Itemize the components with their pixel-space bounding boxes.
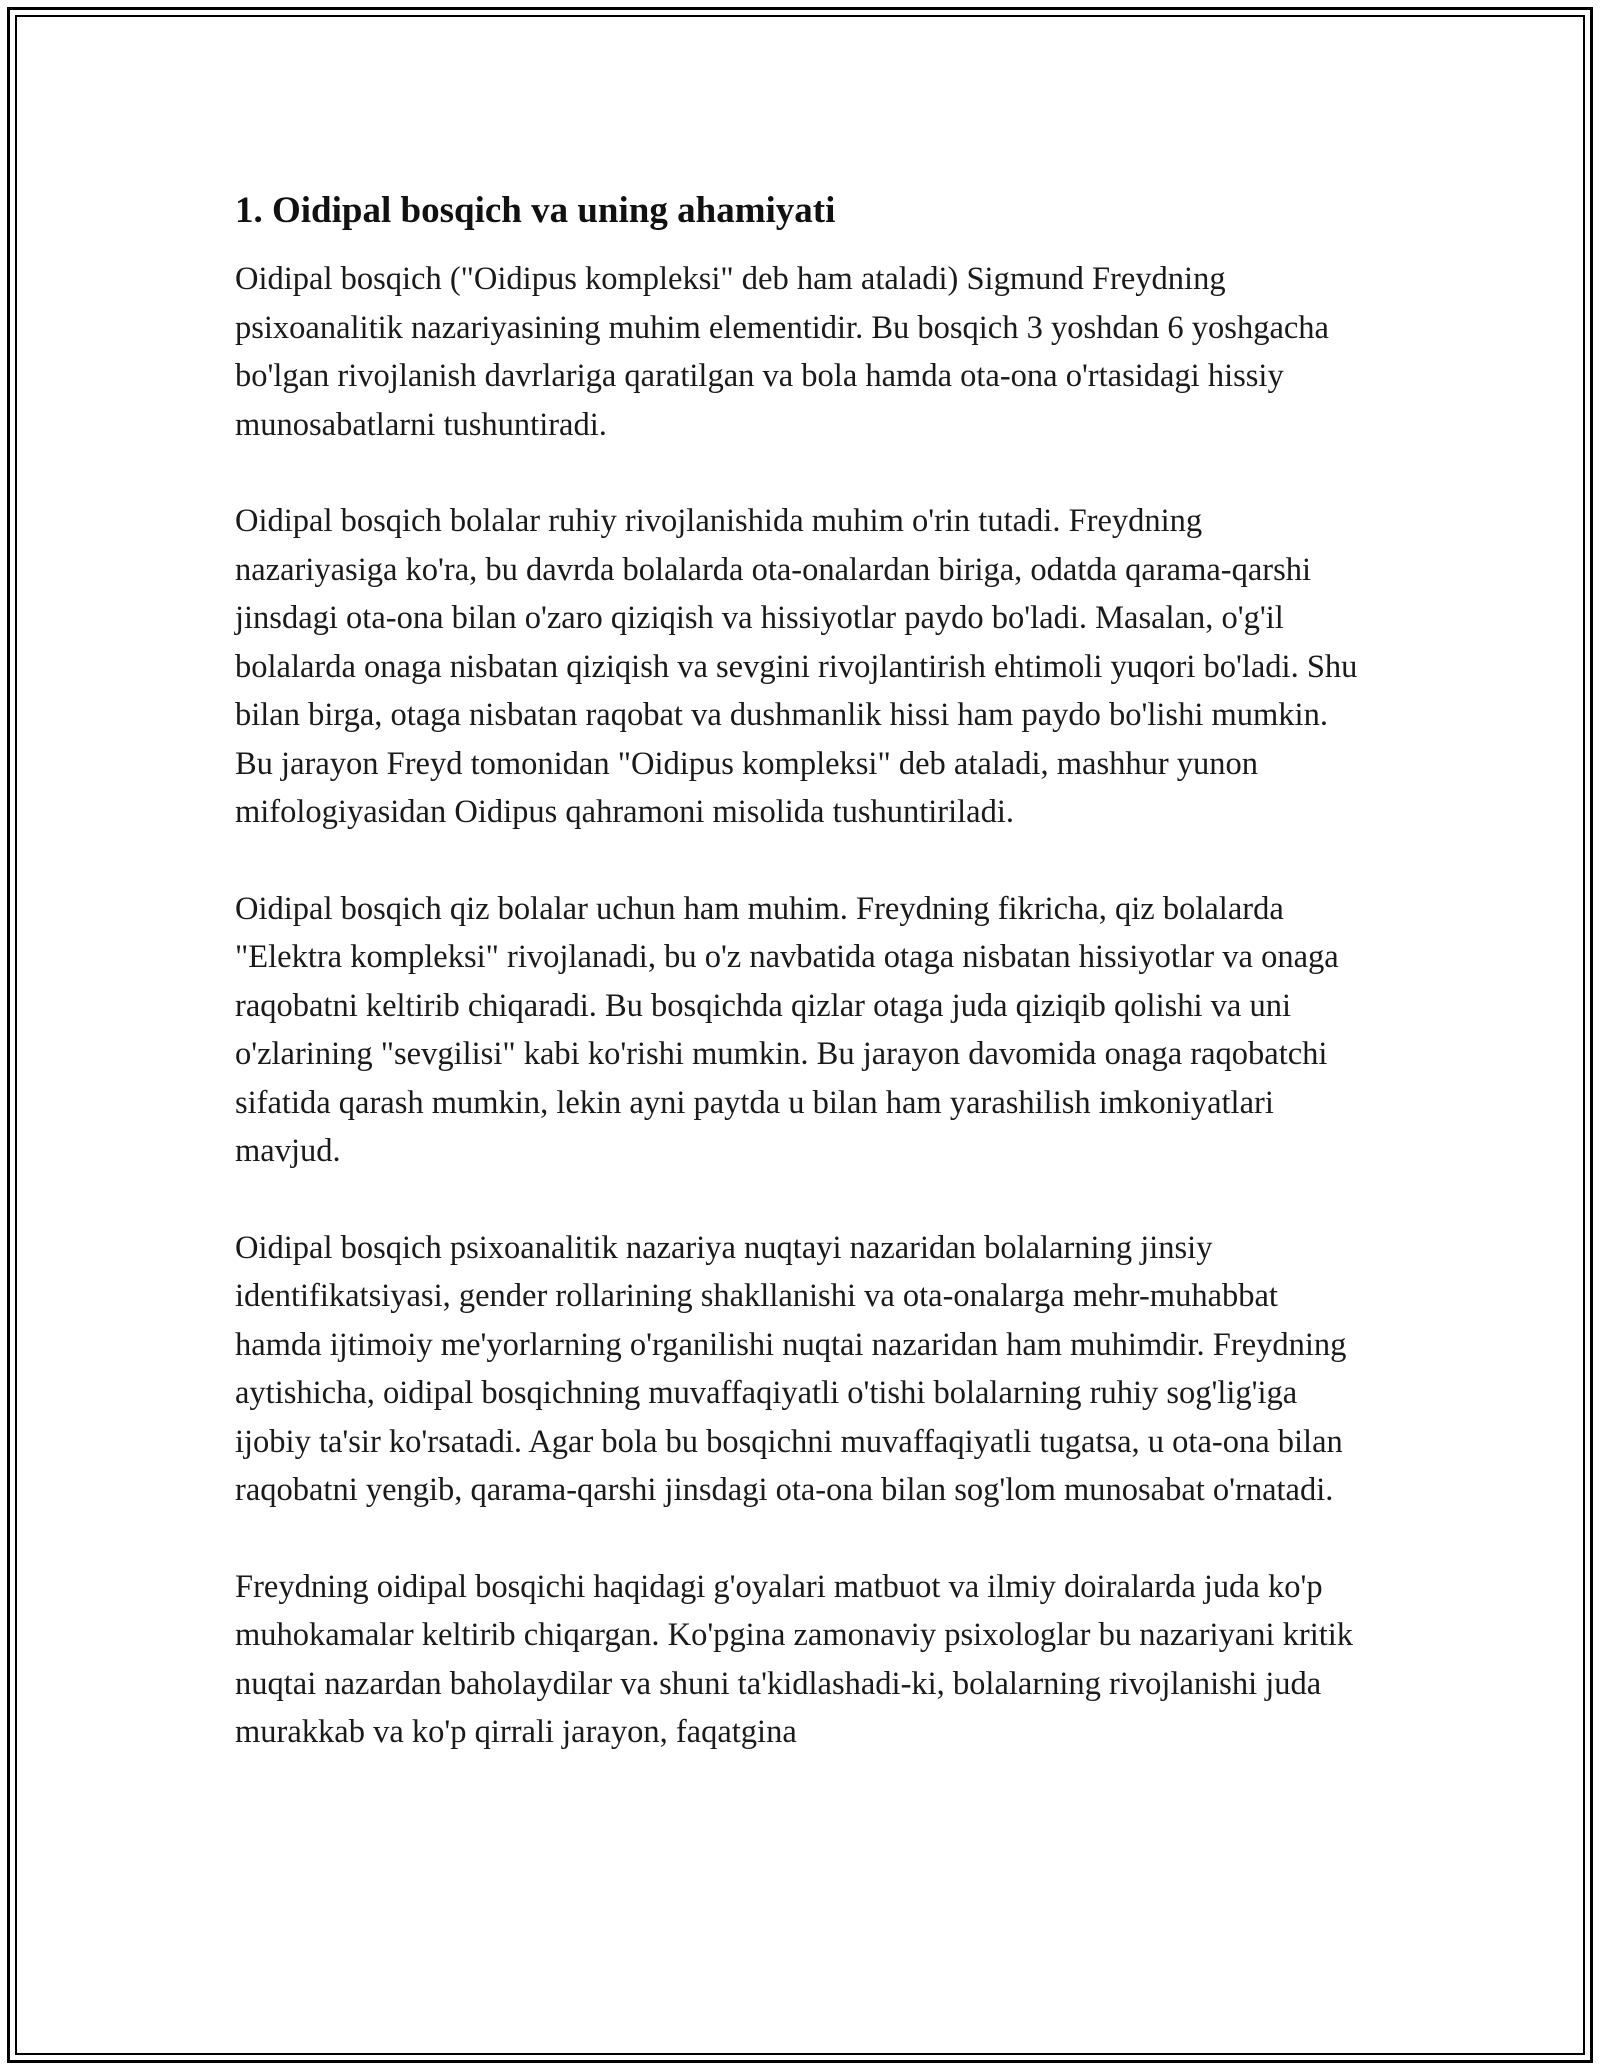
paragraph-1: Oidipal bosqich ("Oidipus kompleksi" deb ham ataladi) Sigmund Freydning psixoanalitik nazariyasining muhim elementidir. Bu bosqich 3 yoshdan 6 yoshgacha bo'lgan rivojlanish davrlariga qaratilgan va bola hamda ota-ona o'rtasidagi hissiy munosabatlarni tushuntiradi. [235,261,1329,443]
paragraph-2: Oidipal bosqich bolalar ruhiy rivojlanishida muhim o'rin tutadi. Freydning nazariyasiga ko'ra, bu davrda bolalarda ota-onalardan biriga, odatda qarama-qarshi jinsdagi ota-ona bilan o'zaro qiziqish va hissiyotlar paydo bo'ladi. Masalan, o'g'il bolalarda onaga nisbatan qiziqish va sevgini rivojlantirish ehtimoli yuqori bo'ladi. Shu bilan birga, otaga nisbatan raqobat va dushmanlik hissi ham paydo bo'lishi mumkin. Bu jarayon Freyd tomonidan "Oidipus kompleksi" deb ataladi, mashhur yunon mifologiyasidan Oidipus qahramoni misolida tushuntiriladi. [235,503,1358,830]
section-heading: 1. Oidipal bosqich va uning ahamiyati [235,190,836,231]
paragraph-3: Oidipal bosqich qiz bolalar uchun ham muhim. Freydning fikricha, qiz bolalarda "Elektra kompleksi" rivojlanadi, bu o'z navbatida otaga nisbatan hissiyotlar va onaga raqobatni keltirib chiqaradi. Bu bosqichda qizlar otaga juda qiziqib qolishi va uni o'zlarining "sevgilisi" kabi ko'rishi mumkin. Bu jarayon davomida onaga raqobatchi sifatida qarash mumkin, lekin ayni paytda u bilan ham yarashilish imkoniyatlari mavjud. [235,890,1339,1169]
paragraph-5: Freydning oidipal bosqichi haqidagi g'oyalari matbuot va ilmiy doiralarda juda ko'p muhokamalar keltirib chiqargan. Ko'pgina zamonaviy psixologlar bu nazariyani kritik nuqtai nazardan baholaydilar va shuni ta'kidlashadi-ki, bolalarning rivojlanishi juda murakkab va ko'p qirrali jarayon, faqatgina [235,1568,1354,1750]
paragraph-4: Oidipal bosqich psixoanalitik nazariya nuqtayi nazaridan bolalarning jinsiy identifikatsiyasi, gender rollarining shakllanishi va ota-onalarga mehr-muhabbat hamda ijtimoiy me'yorlarning o'rganilishi nuqtai nazaridan ham muhimdir. Freydning aytishicha, oidipal bosqichning muvaffaqiyatli o'tishi bolalarning ruhiy sog'lig'iga ijobiy ta'sir ko'rsatadi. Agar bola bu bosqichni muvaffaqiyatli tugatsa, u ota-ona bilan raqobatni yengib, qarama-qarshi jinsdagi ota-ona bilan sog'lom munosabat o'rnatadi. [235,1229,1347,1508]
document-body [235,185,1365,1805]
